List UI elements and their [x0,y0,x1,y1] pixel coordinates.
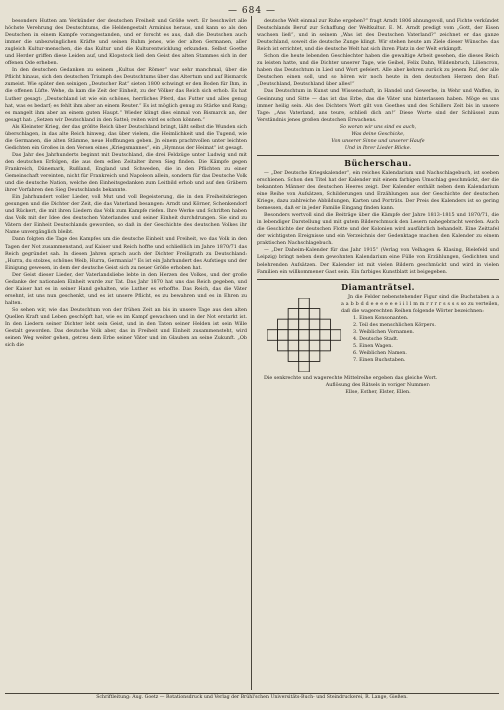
article-paragraph: besonders Hutten am Verkünder der deutschen Freiheit und Größe wert. Er beschwört alle höchste Verehrung des Deutschtums, die Heldengestalt Arminius heraus, und kann so als den Deutschen in einem Kampfe vorangestanden, und er forscht es aus, daß die Deutschen auch immer die unbezwinglichen Kräfte und seinen Ruhm jenes, wie der alten Germanen, aller zugleich Kultur-menschen, die das Kultur und die Kulturentwicklung erkunden. Selbst Goethe und Herder griffen diese Leiden auf, und Klopstock ließ den Geist des alten Stammes sich in der offenen Ode erheben. [5,18,247,67]
section-divider [257,155,499,156]
riddle-cell [320,329,331,340]
footer-imprint: Schriftleitung: Aug. Goetz — Rotationsdruck und Verlag der Brühl'schen Universitäts-Buch- und Steindruckerei, R. Lange, Gießen. [5,693,499,702]
riddle-cell [278,340,289,351]
article-paragraph: Der Geist dieser Lieder, der Vaterlandsliebe lebte in den Herzen des Volkes, und der große Gedanke der nationalen Einheit wurde zur Tat. Das Jahr 1870 hat uns das Reich gegeben, und der Kaiser hat es in seiner Hand gehalten, wie Luther es erhoffte. Das Reich, das die Väter ersehnt, ist uns nun geschenkt, und es ist unsere Pflicht, es zu bewahren und es in Ehren zu halten. [5,271,247,306]
poem-quote [257,124,499,152]
riddle-cell [267,329,278,340]
riddle-cell [299,319,310,330]
quote-line: Was deine Geschicke, [351,130,405,137]
riddle-intro: Jn die Felder nebenstehender Figur sind die Buchstaben a a a a b b d d e e e e e e i i l l m m r r r r s s s s so zu verteilen, daß die wagerechten Reihen folgende Wörter bezeichnen: [341,293,499,314]
riddle-cell [288,308,299,319]
left-column [5,18,247,690]
section-divider [257,279,499,280]
page-number: — 684 — [228,6,276,16]
riddle-item: 4. Deutsche Stadt. [353,335,399,342]
book-section-heading: Bücherschau. [344,157,412,168]
answers-label: Auflösung des Rätsels in voriger Nummer: [325,381,431,388]
right-column [257,18,499,690]
riddle-cell [299,340,310,351]
riddle-cell [278,319,289,330]
riddle-cell [309,329,320,340]
riddle-item: 3. Weiblichen Vornamen. [353,328,415,335]
riddle-cell [309,350,320,361]
riddle-item: 1. Einen Konsonanten. [353,314,409,321]
riddle-cell [320,340,331,351]
article-paragraph: So sehen wir, wie das Deutschtum von der frühen Zeit an bis in unsere Tage aus den alten Quellen Kraft und Leben geschöpft hat, wie es im Kampf gewachsen und in der Not erstarkt ist. In den Liedern seiner Dichter lebt sein Geist, und in den Taten seiner Helden ist sein Wille Gestalt geworden. Das deutsche Volk aber, das in Freiheit und Einheit zusammensteht, wird seinen Weg weiter gehen, getreu dem Erbe seiner Väter und im Glauben an seine Zukunft. „Ob sich die [5,306,247,349]
quote-line: Von unserer Sinne und unserer Haufe [331,137,425,144]
riddle-heading: Diamanträtsel. [341,281,415,292]
riddle-item: 6. Weiblichen Namen. [353,349,407,356]
book-review-paragraph: — „Der Daheim-Kalender für das Jahr 1915“ (Verlag von Velhagen & Klasing, Bielefeld und Leipzig) bringt neben dem gewohnten Kalendarium eine Fülle von Erzählungen, Gedichten und belehrenden Aufsätzen. Der Kalender ist mit vielen Bildern geschmückt und wird in vielen Familien ein willkommener Gast sein. Ein farbiges Kunstblatt ist beigegeben. [257,247,499,275]
diamond-riddle-grid [267,298,341,372]
riddle-cell [299,361,310,372]
article-paragraph: Als Kleinster Krieg, der das größte Reich über Deutschland bringt, läßt selbst die Wunden sich überschlagen, in das alte Reich hinweg, das über vielem, die Heimlichkeit und die Tugend, wie die Germanen, die alten Stämme, neue Hoffnungen geben. Jn einem prachtvollen unter leichten Gedichten ein Großes in den Versen eines „Kriegsmannes“, ein „Hymnus der Heimat“ ist gesagt. [5,123,247,151]
riddle-cell [288,329,299,340]
article-paragraph: In den deutschen Gedanken zu seinem „Kultus der Römer“ war sehr manchmal, über die Pflicht hinaus, sich den deutschen Triumph des Deutschtums über das Altertum und auf Bismarck zumeist. Wie später den seinigen „Deutscher Rat“ sieten 1800 schwingt er den Boden für Ihm, in die offenen Lüfte. Wehe, da kam die Zeit der Einheit, zu der Völker das Reich sich erhob. Es hat Luther gesagt: „Deutschland ist wie ein schönes, herrliches Pferd, das Futter und alles genug hat, was es bedarf; es fehlt ihm aber an einem Reuter.“ Es ist möglich genug zu Stärke und Rang; es mangelt ihm aber an einem guten Haupt.“ Wieder klingt dies einmal von Bismarck an, der gesagt hat: „Setzen wir Deutschland in den Sattel; reiten wird es schon können.“ [5,67,247,123]
riddle-outro: Die senkrechte und wagerechte Mittelreihe ergeben das gleiche Wort. [264,374,438,381]
riddle-item: 7. Einen Buchstaben. [353,357,406,364]
book-review-paragraph: — „Der Deutsche Kriegskalender“, ein reiches Kalendarium und Nachschlagebuch, ist soeben erschienen. Schon den Titel hat der Kalender mit einem farbigen Umschlag geschmückt, der die bekannten Männer des deutschen Heeres zeigt. Der Kalender enthält neben dem Kalendarium eine Reihe von Aufsätzen, Schilderungen und Erzählungen aus der Geschichte der deutschen Kriege, dazu zahlreiche Abbildungen, Karten und Porträts. Der Preis des Kalenders ist so gering bemessen, daß er in jeder Familie Eingang finden kann. [257,169,499,212]
quote-line: Und in Ihrer Lieder Blicke. [344,144,412,151]
riddle-cell [330,329,341,340]
riddle-cell [278,329,289,340]
quote-line: So woran wir uns sind es auch, [339,123,417,130]
riddle-cell [309,319,320,330]
riddle-cell [299,329,310,340]
article-paragraph: Schon die heute lebenden Geschlechter haben die gewaltige Arbeit gesehen, die dieses Reich zu leisten hatte, und die Dichter unserer Tage, wie Geibel, Felix Dahn, Wildenbruch, Liliencron, haben das Deutschtum in Lied und Wort gefeiert. Alle aber kehren zurück zu jenem Ruf, der alle Deutschen einen soll, und so hören wir noch heute in den deutschen Herzen den Ruf: „Deutschland, Deutschland über alles!“ [257,53,499,88]
riddle-cell [309,340,320,351]
article-paragraph: Dann folgten die Tage des Kampfes um die deutsche Einheit und Freiheit, wo das Volk in den Tagen der Not zusammenstand, auf Kaiser und Reich hoffte und schließlich im Jahre 1870/71 das Reich gegründet sah. In diesen Jahren sprach auch der Dichter Freiligrath zu Deutschland: „Hurra, du stolzes, schönes Weib, Hurra, Germania!“ Es ist ein Jahrhundert des Aufstiegs und der Einigung gewesen, in dem der deutsche Geist sich zu neuer Größe erhoben hat. [5,236,247,271]
riddle-cell [320,319,331,330]
article-paragraph: Das Deutschtum in Kunst und Wissenschaft, in Handel und Gewerbe, in Wehr und Waffen, in Gesinnung und Sitte — das ist das Erbe, das die Väter uns hinterlassen haben. Möge es uns immer heilig sein. Als des Dichters Wort gilt von Goethes und des Schillers Zeit bis in unsere Tage: „Ans Vaterland, ans teure, schließ dich an!“ Diese Worte sind der Schlüssel zum Verständnis jenes großen deutschen Erwachens. [257,88,499,123]
riddle-item: 5. Einen Wagen. [353,342,393,349]
riddle-cell [309,308,320,319]
riddle-cell [299,308,310,319]
answers-text: Ellse, Esther, Elster, Ellen. [345,388,411,395]
riddle-cell [299,350,310,361]
article-paragraph: deutsche Welt einmal zur Ruhe ergehen?“ fragt Arndt 1806 ahnungsvoll, und Fichte verkündet Deutschlands Beruf zur Schaffung der Weltkultur. E. M. Arndt predigt vom „Gott, der Eisen wachsen ließ“, und in seinem „Was ist des Deutschen Vaterland?“ zeichnet er das ganze Deutschland, soweit die deutsche Zunge klingt. Wir stehen heute am Ziele dieser Wünsche: das Reich ist errichtet, und die deutsche Welt hat sich ihren Platz in der Welt erkämpft. [257,18,499,53]
riddle-cell [288,340,299,351]
riddle-item: 2. Teil des menschlichen Körpers. [353,321,436,328]
column-divider [251,16,252,690]
article-paragraph: Das Jahr des Jahrhunderts beginnt mit Deutschland, die drei Feldzüge unter Ludwig und mit den deutschen Erfolgen, die aus dem edlen Zeitalter ihren Sieg finden. Die Kämpfe gegen Frankreich, Dänemark, Rußland, England und Schweden, die in den Pflichten zu einer Gemeinschaft vereinten, nicht für Frankreich und Napoleon allein, sondern für das Deutsche Volk und die deutsche Nation, welche den Einheitsgedanken zum Leitbild erhob und auf den Gräbern ihrer Vorfahren den Sieg Deutschlands bekannte. [5,151,247,194]
riddle-cell [288,319,299,330]
book-review-paragraph: Besonders wertvoll sind die Beiträge über die Kämpfe der Jahre 1813–1815 und 1870/71, die in lebendiger Darstellung und mit gutem Bilderschmuck den Lesern nahegebracht werden. Auch die Geschichte der deutschen Flotte und der Kolonien wird ausführlich behandelt. Eine Zeittafel der wichtigsten Ereignisse und ein Verzeichnis der Gedenktage machen den Kalender zu einem praktischen Nachschlagebuch. [257,212,499,247]
riddle-cell [299,298,310,309]
riddle-cell [288,350,299,361]
article-paragraph: Ein Jahrhundert voller Lieder, voll Mut und voll Begeisterung, die in den Freiheitskriegen gesungen und die Dichter der Zeit, die das Vaterland besangen: Arndt und Körner, Schenkendorf und Rückert, die mit ihren Liedern das Volk zum Kampfe riefen. Ihre Werke und Schriften haben das Volk mit der Idee des deutschen Vaterlandes und seiner Einheit durchdrungen. Sie sind zu Vätern der Einheit Deutschlands geworden, so daß in der Geschichte des deutschen Volkes ihr Name unvergänglich bleibt. [5,194,247,236]
